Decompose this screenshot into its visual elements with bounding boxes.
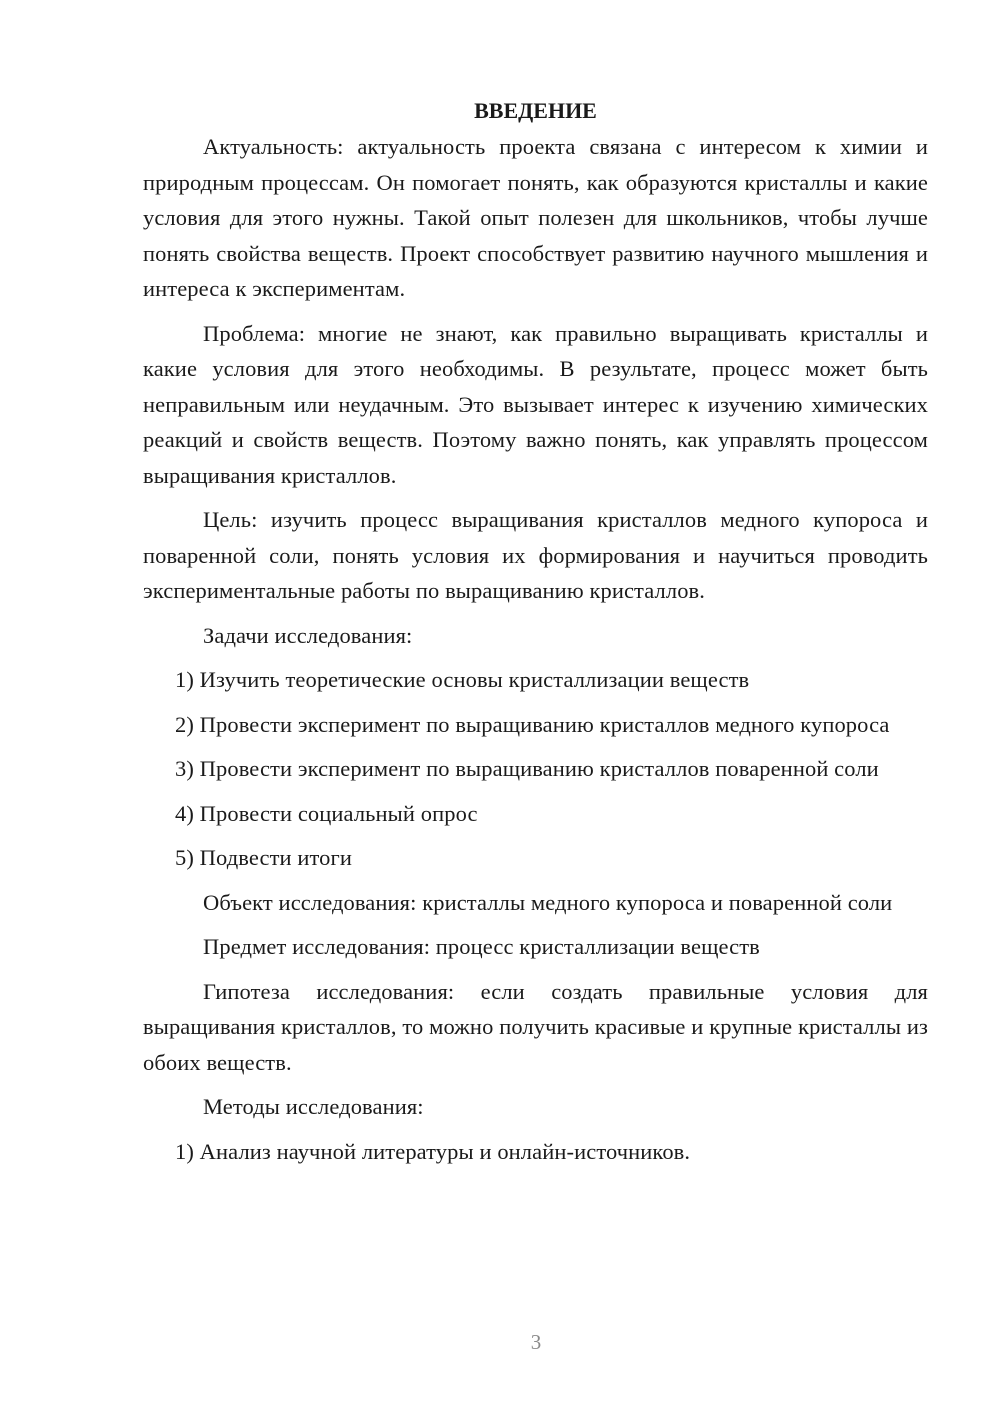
hypothesis-paragraph: Гипотеза исследования: если создать правильные условия для выращивания кристаллов, то можно получить красивые и крупные кристаллы из обоих веществ. <box>143 978 928 1075</box>
task-item-3: 3) Провести эксперимент по выращиванию кристаллов поваренной соли <box>175 756 879 781</box>
relevance-paragraph: Актуальность: актуальность проекта связана с интересом к химии и природным процессам. Он помогает понять, как образуются кристаллы и какие условия для этого нужны. Такой опыт полезен для школьников, чтобы лучше понять свойства веществ. Проект способствует развитию научного мышления и интереса к экспериментам. <box>143 134 928 301</box>
task-item-4: 4) Провести социальный опрос <box>175 800 478 826</box>
goal-paragraph: Цель: изучить процесс выращивания кристаллов медного купороса и поваренной соли, понять условия их формирования и научиться проводить экспериментальные работы по выращиванию кристаллов. <box>143 507 928 603</box>
task-item-5: 5) Подвести итоги <box>175 845 352 870</box>
page-title: ВВЕДЕНИЕ <box>474 98 597 123</box>
problem-paragraph: Проблема: многие не знают, как правильно выращивать кристаллы и какие условия для этого необходимы. В результате, процесс может быть неправильным или неудачным. Это вызывает интерес к изучению химических реакций и свойств веществ. Поэтому важно понять, как управлять процессом выращивания кристаллов. <box>143 320 928 488</box>
page-number: 3 <box>530 1330 542 1354</box>
document-page <box>143 93 928 1178</box>
object-paragraph: Объект исследования: кристаллы медного купороса и поваренной соли <box>203 889 893 915</box>
task-item-2: 2) Провести эксперимент по выращиванию кристаллов медного купороса <box>175 711 890 737</box>
method-item-1: 1) Анализ научной литературы и онлайн-источников. <box>175 1138 691 1164</box>
tasks-heading: Задачи исследования: <box>203 622 413 648</box>
methods-heading: Методы исследования: <box>203 1094 424 1119</box>
task-item-1: 1) Изучить теоретические основы кристаллизации веществ <box>175 667 750 692</box>
subject-paragraph: Предмет исследования: процесс кристаллизации веществ <box>203 934 760 959</box>
